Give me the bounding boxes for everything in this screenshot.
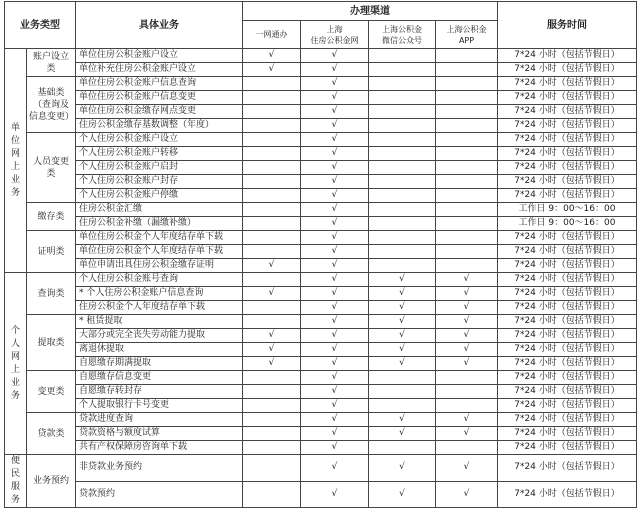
- channel-check: [243, 175, 301, 189]
- channel-check: √: [301, 357, 369, 371]
- channel-check: √: [436, 357, 498, 371]
- table-row: [5, 455, 637, 482]
- channel-check: √: [301, 91, 369, 105]
- service-time: 工作日 9：00～16：00: [498, 203, 637, 217]
- channel-check: √: [436, 287, 498, 301]
- business-name: 单位住房公积金账户设立: [76, 49, 243, 63]
- channel-check: [436, 161, 498, 175]
- channel-check: [243, 315, 301, 329]
- service-time: 7*24 小时（包括节假日）: [498, 371, 637, 385]
- service-time: 7*24 小时（包括节假日）: [498, 77, 637, 91]
- section-label: 便 民 服 务: [5, 455, 27, 508]
- channel-check: √: [436, 413, 498, 427]
- channel-check: [243, 231, 301, 245]
- channel-check: [243, 413, 301, 427]
- channel-check: √: [369, 455, 436, 482]
- channel-check: [369, 399, 436, 413]
- channel-check: [436, 49, 498, 63]
- business-name: 自愿缴存期满提取: [76, 357, 243, 371]
- service-time: 7*24 小时（包括节假日）: [498, 105, 637, 119]
- channel-check: √: [301, 413, 369, 427]
- channel-check: √: [301, 217, 369, 231]
- channel-check: √: [243, 343, 301, 357]
- table-row: [5, 441, 637, 455]
- business-name: 单位住房公积金缴存网点变更: [76, 105, 243, 119]
- header-channel-1: 上海 住房公积金网: [301, 21, 369, 49]
- service-time: 7*24 小时（包括节假日）: [498, 161, 637, 175]
- channel-check: √: [301, 399, 369, 413]
- service-time: 7*24 小时（包括节假日）: [498, 385, 637, 399]
- channel-check: [243, 371, 301, 385]
- channel-check: √: [243, 287, 301, 301]
- channel-check: [436, 147, 498, 161]
- category-label: 缴存类: [27, 203, 76, 231]
- channel-check: √: [369, 287, 436, 301]
- service-time: 7*24 小时（包括节假日）: [498, 481, 637, 508]
- category-label: 提取类: [27, 315, 76, 371]
- channel-check: [243, 91, 301, 105]
- table-row: [5, 385, 637, 399]
- channel-check: [369, 371, 436, 385]
- service-time: 7*24 小时（包括节假日）: [498, 245, 637, 259]
- channel-check: √: [301, 77, 369, 91]
- channel-check: √: [243, 329, 301, 343]
- channel-check: √: [301, 189, 369, 203]
- table-row: [5, 413, 637, 427]
- table-row: [5, 77, 637, 91]
- business-name: 个人提取银行卡号变更: [76, 399, 243, 413]
- channel-check: [436, 217, 498, 231]
- business-name: 自愿缴存转封存: [76, 385, 243, 399]
- channel-check: [369, 189, 436, 203]
- channel-check: √: [369, 343, 436, 357]
- business-name: 单位补充住房公积金账户设立: [76, 63, 243, 77]
- business-name: 个人住房公积金账户停缴: [76, 189, 243, 203]
- category-label: 账户设立类: [27, 49, 76, 77]
- channel-check: √: [436, 315, 498, 329]
- service-time: 7*24 小时（包括节假日）: [498, 343, 637, 357]
- table-row: [5, 217, 637, 231]
- business-name: 住房公积金缴存基数调整（年度）: [76, 119, 243, 133]
- table-row: [5, 231, 637, 245]
- channel-check: [243, 105, 301, 119]
- channel-check: √: [369, 427, 436, 441]
- table-row: [5, 91, 637, 105]
- table-row: [5, 301, 637, 315]
- service-time: 工作日 9：00～16：00: [498, 217, 637, 231]
- channel-check: [369, 133, 436, 147]
- service-time: 7*24 小时（包括节假日）: [498, 259, 637, 273]
- channel-check: √: [301, 385, 369, 399]
- table-row: [5, 175, 637, 189]
- service-time: 7*24 小时（包括节假日）: [498, 301, 637, 315]
- channel-check: √: [301, 105, 369, 119]
- channel-check: √: [369, 315, 436, 329]
- business-name: 贷款进度查询: [76, 413, 243, 427]
- channel-check: [243, 301, 301, 315]
- business-name: 单位住房公积金账户信息查询: [76, 77, 243, 91]
- channel-check: [369, 63, 436, 77]
- table-row: [5, 49, 637, 63]
- table-row: [5, 273, 637, 287]
- channel-check: [436, 385, 498, 399]
- channel-check: [243, 77, 301, 91]
- channel-check: [243, 203, 301, 217]
- channel-check: [243, 161, 301, 175]
- channel-check: [243, 273, 301, 287]
- channel-check: √: [301, 119, 369, 133]
- business-name: 住房公积金个人年度结存单下载: [76, 301, 243, 315]
- channel-check: [436, 189, 498, 203]
- channel-check: √: [301, 343, 369, 357]
- category-label: 业务预约: [27, 455, 76, 508]
- channel-check: √: [369, 301, 436, 315]
- business-name: * 租赁提取: [76, 315, 243, 329]
- table-row: [5, 119, 637, 133]
- table-row: [5, 147, 637, 161]
- channel-check: √: [436, 481, 498, 508]
- service-time: 7*24 小时（包括节假日）: [498, 399, 637, 413]
- service-time: 7*24 小时（包括节假日）: [498, 427, 637, 441]
- channel-check: [369, 175, 436, 189]
- business-name: 住房公积金补缴（漏缴补缴）: [76, 217, 243, 231]
- business-name: 离退休提取: [76, 343, 243, 357]
- channel-check: √: [369, 329, 436, 343]
- channel-check: √: [301, 301, 369, 315]
- table-row: [5, 245, 637, 259]
- channel-check: [369, 119, 436, 133]
- table-row: [5, 343, 637, 357]
- channel-check: √: [369, 413, 436, 427]
- table-row: [5, 133, 637, 147]
- table-row: [5, 399, 637, 413]
- table-row: [5, 189, 637, 203]
- channel-check: [369, 203, 436, 217]
- channel-check: [436, 175, 498, 189]
- service-time: 7*24 小时（包括节假日）: [498, 329, 637, 343]
- business-name: * 个人住房公积金账户信息查询: [76, 287, 243, 301]
- channel-check: √: [301, 371, 369, 385]
- category-label: 人员变更类: [27, 133, 76, 203]
- channel-check: [436, 77, 498, 91]
- channel-check: √: [436, 343, 498, 357]
- channel-check: √: [301, 259, 369, 273]
- channel-check: √: [301, 133, 369, 147]
- channel-check: [436, 133, 498, 147]
- channel-check: [436, 259, 498, 273]
- channel-check: √: [301, 273, 369, 287]
- channel-check: √: [436, 301, 498, 315]
- service-time: 7*24 小时（包括节假日）: [498, 413, 637, 427]
- channel-check: [436, 91, 498, 105]
- channel-check: √: [301, 161, 369, 175]
- service-time: 7*24 小时（包括节假日）: [498, 455, 637, 482]
- business-name: 单位申请出具住房公积金缴存证明: [76, 259, 243, 273]
- table-row: [5, 161, 637, 175]
- service-time: 7*24 小时（包括节假日）: [498, 63, 637, 77]
- header-channels: 办理渠道: [243, 2, 498, 21]
- channel-check: √: [301, 63, 369, 77]
- service-time: 7*24 小时（包括节假日）: [498, 175, 637, 189]
- channel-check: [436, 119, 498, 133]
- channel-check: [243, 147, 301, 161]
- header-channel-0: 一网通办: [243, 21, 301, 49]
- channel-check: [369, 161, 436, 175]
- channel-check: √: [301, 441, 369, 455]
- channel-check: [436, 245, 498, 259]
- table-row: [5, 63, 637, 77]
- business-name: 贷款预约: [76, 481, 243, 508]
- channel-check: [243, 399, 301, 413]
- table-row: [5, 203, 637, 217]
- header-business-type: 业务类型: [5, 2, 76, 49]
- channel-check: √: [301, 455, 369, 482]
- service-time: 7*24 小时（包括节假日）: [498, 287, 637, 301]
- channel-check: [369, 217, 436, 231]
- service-time: 7*24 小时（包括节假日）: [498, 147, 637, 161]
- channel-check: √: [301, 203, 369, 217]
- business-name: 单位住房公积金账户信息变更: [76, 91, 243, 105]
- table-row: [5, 481, 637, 508]
- table-row: [5, 105, 637, 119]
- channel-check: √: [301, 175, 369, 189]
- business-name: 个人住房公积金账户封存: [76, 175, 243, 189]
- header-specific-business: 具体业务: [76, 2, 243, 49]
- service-time: 7*24 小时（包括节假日）: [498, 91, 637, 105]
- channel-check: √: [369, 481, 436, 508]
- channel-check: √: [301, 481, 369, 508]
- business-name: 住房公积金汇缴: [76, 203, 243, 217]
- channel-check: √: [243, 63, 301, 77]
- channel-check: √: [436, 273, 498, 287]
- channel-check: √: [301, 315, 369, 329]
- channel-check: [243, 189, 301, 203]
- service-time: 7*24 小时（包括节假日）: [498, 119, 637, 133]
- business-name: 个人住房公积金账号查询: [76, 273, 243, 287]
- channel-check: [436, 371, 498, 385]
- channel-check: √: [243, 357, 301, 371]
- channel-check: [436, 63, 498, 77]
- channel-check: √: [301, 245, 369, 259]
- channel-check: √: [369, 273, 436, 287]
- business-name: 自愿缴存信息变更: [76, 371, 243, 385]
- channel-check: [369, 91, 436, 105]
- channel-check: √: [301, 329, 369, 343]
- service-time: 7*24 小时（包括节假日）: [498, 133, 637, 147]
- channel-check: [243, 385, 301, 399]
- channel-check: √: [301, 231, 369, 245]
- section-label: 单 位 网 上 业 务: [5, 49, 27, 273]
- service-time: 7*24 小时（包括节假日）: [498, 273, 637, 287]
- service-table: [4, 1, 637, 508]
- channel-check: [243, 455, 301, 482]
- business-name: 非贷款业务预约: [76, 455, 243, 482]
- section-label: 个 人 网 上 业 务: [5, 273, 27, 455]
- business-name: 单位住房公积金个人年度结存单下载: [76, 245, 243, 259]
- header-channel-2: 上海公积金 微信公众号: [369, 21, 436, 49]
- business-name: 大部分或完全丧失劳动能力提取: [76, 329, 243, 343]
- service-time: 7*24 小时（包括节假日）: [498, 315, 637, 329]
- channel-check: √: [301, 427, 369, 441]
- channel-check: [243, 441, 301, 455]
- category-label: 证明类: [27, 231, 76, 273]
- business-name: 单位住房公积金个人年度结存单下载: [76, 231, 243, 245]
- category-label: 基础类（查询及信息变更）: [27, 77, 76, 133]
- channel-check: [369, 147, 436, 161]
- channel-check: [369, 441, 436, 455]
- channel-check: [243, 245, 301, 259]
- service-time: 7*24 小时（包括节假日）: [498, 441, 637, 455]
- channel-check: [243, 133, 301, 147]
- channel-check: [369, 77, 436, 91]
- table-row: [5, 329, 637, 343]
- service-time: 7*24 小时（包括节假日）: [498, 49, 637, 63]
- service-time: 7*24 小时（包括节假日）: [498, 231, 637, 245]
- channel-check: [436, 203, 498, 217]
- channel-check: √: [436, 455, 498, 482]
- channel-check: √: [369, 357, 436, 371]
- channel-check: [369, 385, 436, 399]
- table-row: [5, 287, 637, 301]
- channel-check: [436, 231, 498, 245]
- channel-check: √: [243, 49, 301, 63]
- channel-check: [243, 481, 301, 508]
- business-name: 个人住房公积金账户启封: [76, 161, 243, 175]
- category-label: 贷款类: [27, 413, 76, 455]
- channel-check: [369, 231, 436, 245]
- channel-check: [369, 105, 436, 119]
- channel-check: √: [301, 147, 369, 161]
- business-name: 共有产权保障房咨询单下载: [76, 441, 243, 455]
- channel-check: [369, 49, 436, 63]
- table-row: [5, 357, 637, 371]
- table-row: [5, 315, 637, 329]
- channel-check: [436, 441, 498, 455]
- service-time: 7*24 小时（包括节假日）: [498, 357, 637, 371]
- header-service-time: 服务时间: [498, 2, 637, 49]
- channel-check: [243, 119, 301, 133]
- table-row: [5, 427, 637, 441]
- category-label: 变更类: [27, 371, 76, 413]
- business-name: 个人住房公积金账户设立: [76, 133, 243, 147]
- category-label: 查询类: [27, 273, 76, 315]
- channel-check: √: [243, 259, 301, 273]
- channel-check: √: [436, 329, 498, 343]
- channel-check: [369, 259, 436, 273]
- channel-check: √: [436, 427, 498, 441]
- service-time: 7*24 小时（包括节假日）: [498, 189, 637, 203]
- business-name: 贷款资格与额度试算: [76, 427, 243, 441]
- table-row: [5, 259, 637, 273]
- business-name: 个人住房公积金账户转移: [76, 147, 243, 161]
- channel-check: √: [301, 49, 369, 63]
- channel-check: √: [301, 287, 369, 301]
- channel-check: [369, 245, 436, 259]
- table-row: [5, 371, 637, 385]
- channel-check: [436, 399, 498, 413]
- channel-check: [243, 427, 301, 441]
- channel-check: [243, 217, 301, 231]
- channel-check: [436, 105, 498, 119]
- header-channel-3: 上海公积金 APP: [436, 21, 498, 49]
